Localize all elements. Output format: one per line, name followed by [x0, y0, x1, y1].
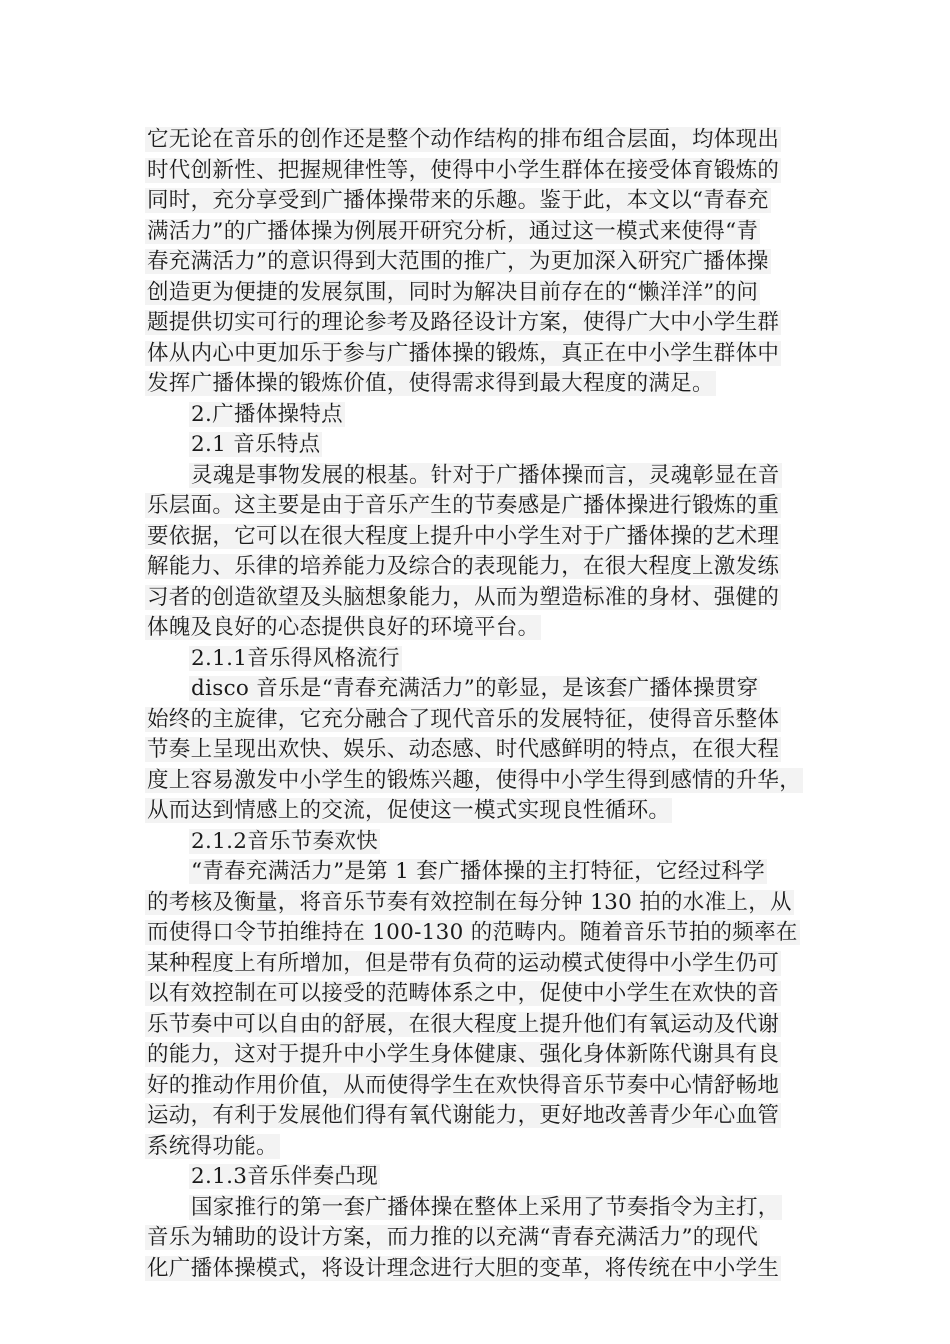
- section-heading: [145, 644, 805, 675]
- paragraph-line: [145, 857, 805, 888]
- paragraph-line: [145, 583, 805, 614]
- heading-text: 2.1 音乐特点: [191, 432, 321, 457]
- paragraph-line: [145, 308, 805, 339]
- paragraph-line: [145, 1010, 805, 1041]
- paragraph-line: [145, 888, 805, 919]
- line-text: 以有效控制在可以接受的范畴体系之中，促使中小学生在欢快的音: [147, 981, 780, 1006]
- paragraph-line: [145, 491, 805, 522]
- line-text: 始终的主旋律，它充分融合了现代音乐的发展特征，使得音乐整体: [147, 706, 780, 732]
- paragraph-line: [145, 339, 805, 370]
- line-text: 它无论在音乐的创作还是整个动作结构的排布组合层面，均体现出: [147, 127, 780, 152]
- line-text: 同时，充分享受到广播体操带来的乐趣。鉴于此，本文以“青春充: [147, 188, 769, 213]
- paragraph-line: [145, 1254, 805, 1285]
- line-text: 音乐为辅助的设计方案，而力推的以充满“青春充满活力”的现代: [147, 1225, 759, 1250]
- paragraph-line: [145, 125, 805, 156]
- paragraph-line: [145, 705, 805, 736]
- line-text: 习者的创造欲望及头脑想象能力，从而为塑造标准的身材、强健的: [147, 584, 780, 610]
- line-text: 运动，有利于发展他们得有氧代谢能力，更好地改善青少年心血管: [147, 1103, 780, 1128]
- line-text: 国家推行的第一套广播体操在整体上采用了节奏指令为主打，: [191, 1194, 780, 1220]
- paragraph-line: [145, 613, 805, 644]
- heading-text: 2.1.3音乐伴奏凸现: [191, 1164, 379, 1189]
- line-text: 体魄及良好的心态提供良好的环境平台。: [147, 615, 540, 640]
- paragraph-line: [145, 1101, 805, 1132]
- paragraph-line: [145, 1193, 805, 1224]
- line-text: 而使得口令节拍维持在 100-130 的范畴内。随着音乐节拍的频率在: [147, 920, 798, 945]
- paragraph-line: [145, 674, 805, 705]
- paragraph-line: [145, 461, 805, 492]
- line-text: 满活力”的广播体操为例展开研究分析，通过这一模式来使得“青: [147, 218, 759, 244]
- paragraph-line: [145, 522, 805, 553]
- line-text: 的能力，这对于提升中小学生身体健康、强化身体新陈代谢具有良: [147, 1042, 780, 1067]
- line-text: 好的推动作用价值，从而使得学生在欢快得音乐节奏中心情舒畅地: [147, 1072, 780, 1098]
- line-text: 发挥广播体操的锻炼价值，使得需求得到最大程度的满足。: [147, 371, 714, 396]
- line-text: 乐节奏中可以自由的舒展，在很大程度上提升他们有氧运动及代谢: [147, 1011, 780, 1037]
- paragraph-line: [145, 1132, 805, 1163]
- paragraph-line: [145, 1071, 805, 1102]
- paragraph-line: [145, 552, 805, 583]
- line-text: 时代创新性、把握规律性等，使得中小学生群体在接受体育锻炼的: [147, 157, 780, 183]
- section-heading: [145, 827, 805, 858]
- line-text: 体从内心中更加乐于参与广播体操的锻炼，真正在中小学生群体中: [147, 340, 780, 366]
- heading-text: 2.广播体操特点: [191, 401, 343, 427]
- line-text: 化广播体操模式，将设计理念进行大胆的变革，将传统在中小学生: [147, 1255, 780, 1281]
- line-text: 创造更为便捷的发展氛围，同时为解决目前存在的“懒洋洋”的问: [147, 279, 759, 305]
- paragraph-line: [145, 278, 805, 309]
- line-text: 要依据，它可以在很大程度上提升中小学生对于广播体操的艺术理: [147, 523, 780, 549]
- paragraph-line: [145, 1223, 805, 1254]
- paragraph-line: [145, 369, 805, 400]
- line-text: 解能力、乐律的培养能力及综合的表现能力，在很大程度上激发练: [147, 554, 780, 579]
- section-heading: [145, 1162, 805, 1193]
- heading-text: 2.1.1音乐得风格流行: [191, 645, 400, 671]
- heading-text: 2.1.2音乐节奏欢快: [191, 828, 379, 854]
- paragraph-line: [145, 247, 805, 278]
- paragraph-line: [145, 186, 805, 217]
- paragraph-line: [145, 918, 805, 949]
- line-text: 系统得功能。: [147, 1133, 278, 1159]
- paragraph-line: [145, 735, 805, 766]
- line-text: 春充满活力”的意识得到大范围的推广，为更加深入研究广播体操: [147, 249, 769, 274]
- paragraph-line: [145, 1040, 805, 1071]
- line-text: 从而达到情感上的交流，促使这一模式实现良性循环。: [147, 798, 671, 823]
- section-heading: [145, 430, 805, 461]
- paragraph-line: [145, 217, 805, 248]
- paragraph-line: [145, 766, 805, 797]
- line-text: 节奏上呈现出欢快、娱乐、动态感、时代感鲜明的特点，在很大程: [147, 737, 780, 762]
- paragraph-line: [145, 949, 805, 980]
- line-text: 某种程度上有所增加，但是带有负荷的运动模式使得中小学生仍可: [147, 950, 780, 976]
- line-text: 度上容易激发中小学生的锻炼兴趣，使得中小学生得到感情的升华，: [147, 767, 802, 793]
- document-body: [145, 125, 805, 1284]
- line-text: 乐层面。这主要是由于音乐产生的节奏感是广播体操进行锻炼的重: [147, 493, 780, 518]
- line-text: disco 音乐是“青春充满活力”的彰显，是该套广播体操贯穿: [191, 676, 759, 701]
- line-text: “青春充满活力”是第 1 套广播体操的主打特征，它经过科学: [191, 859, 766, 884]
- paragraph-line: [145, 796, 805, 827]
- paragraph-line: [145, 156, 805, 187]
- line-text: 灵魂是事物发展的根基。针对于广播体操而言，灵魂彰显在音: [191, 462, 780, 488]
- paragraph-line: [145, 979, 805, 1010]
- section-heading: [145, 400, 805, 431]
- line-text: 题提供切实可行的理论参考及路径设计方案，使得广大中小学生群: [147, 310, 780, 335]
- line-text: 的考核及衡量，将音乐节奏有效控制在每分钟 130 拍的水准上，从: [147, 889, 792, 915]
